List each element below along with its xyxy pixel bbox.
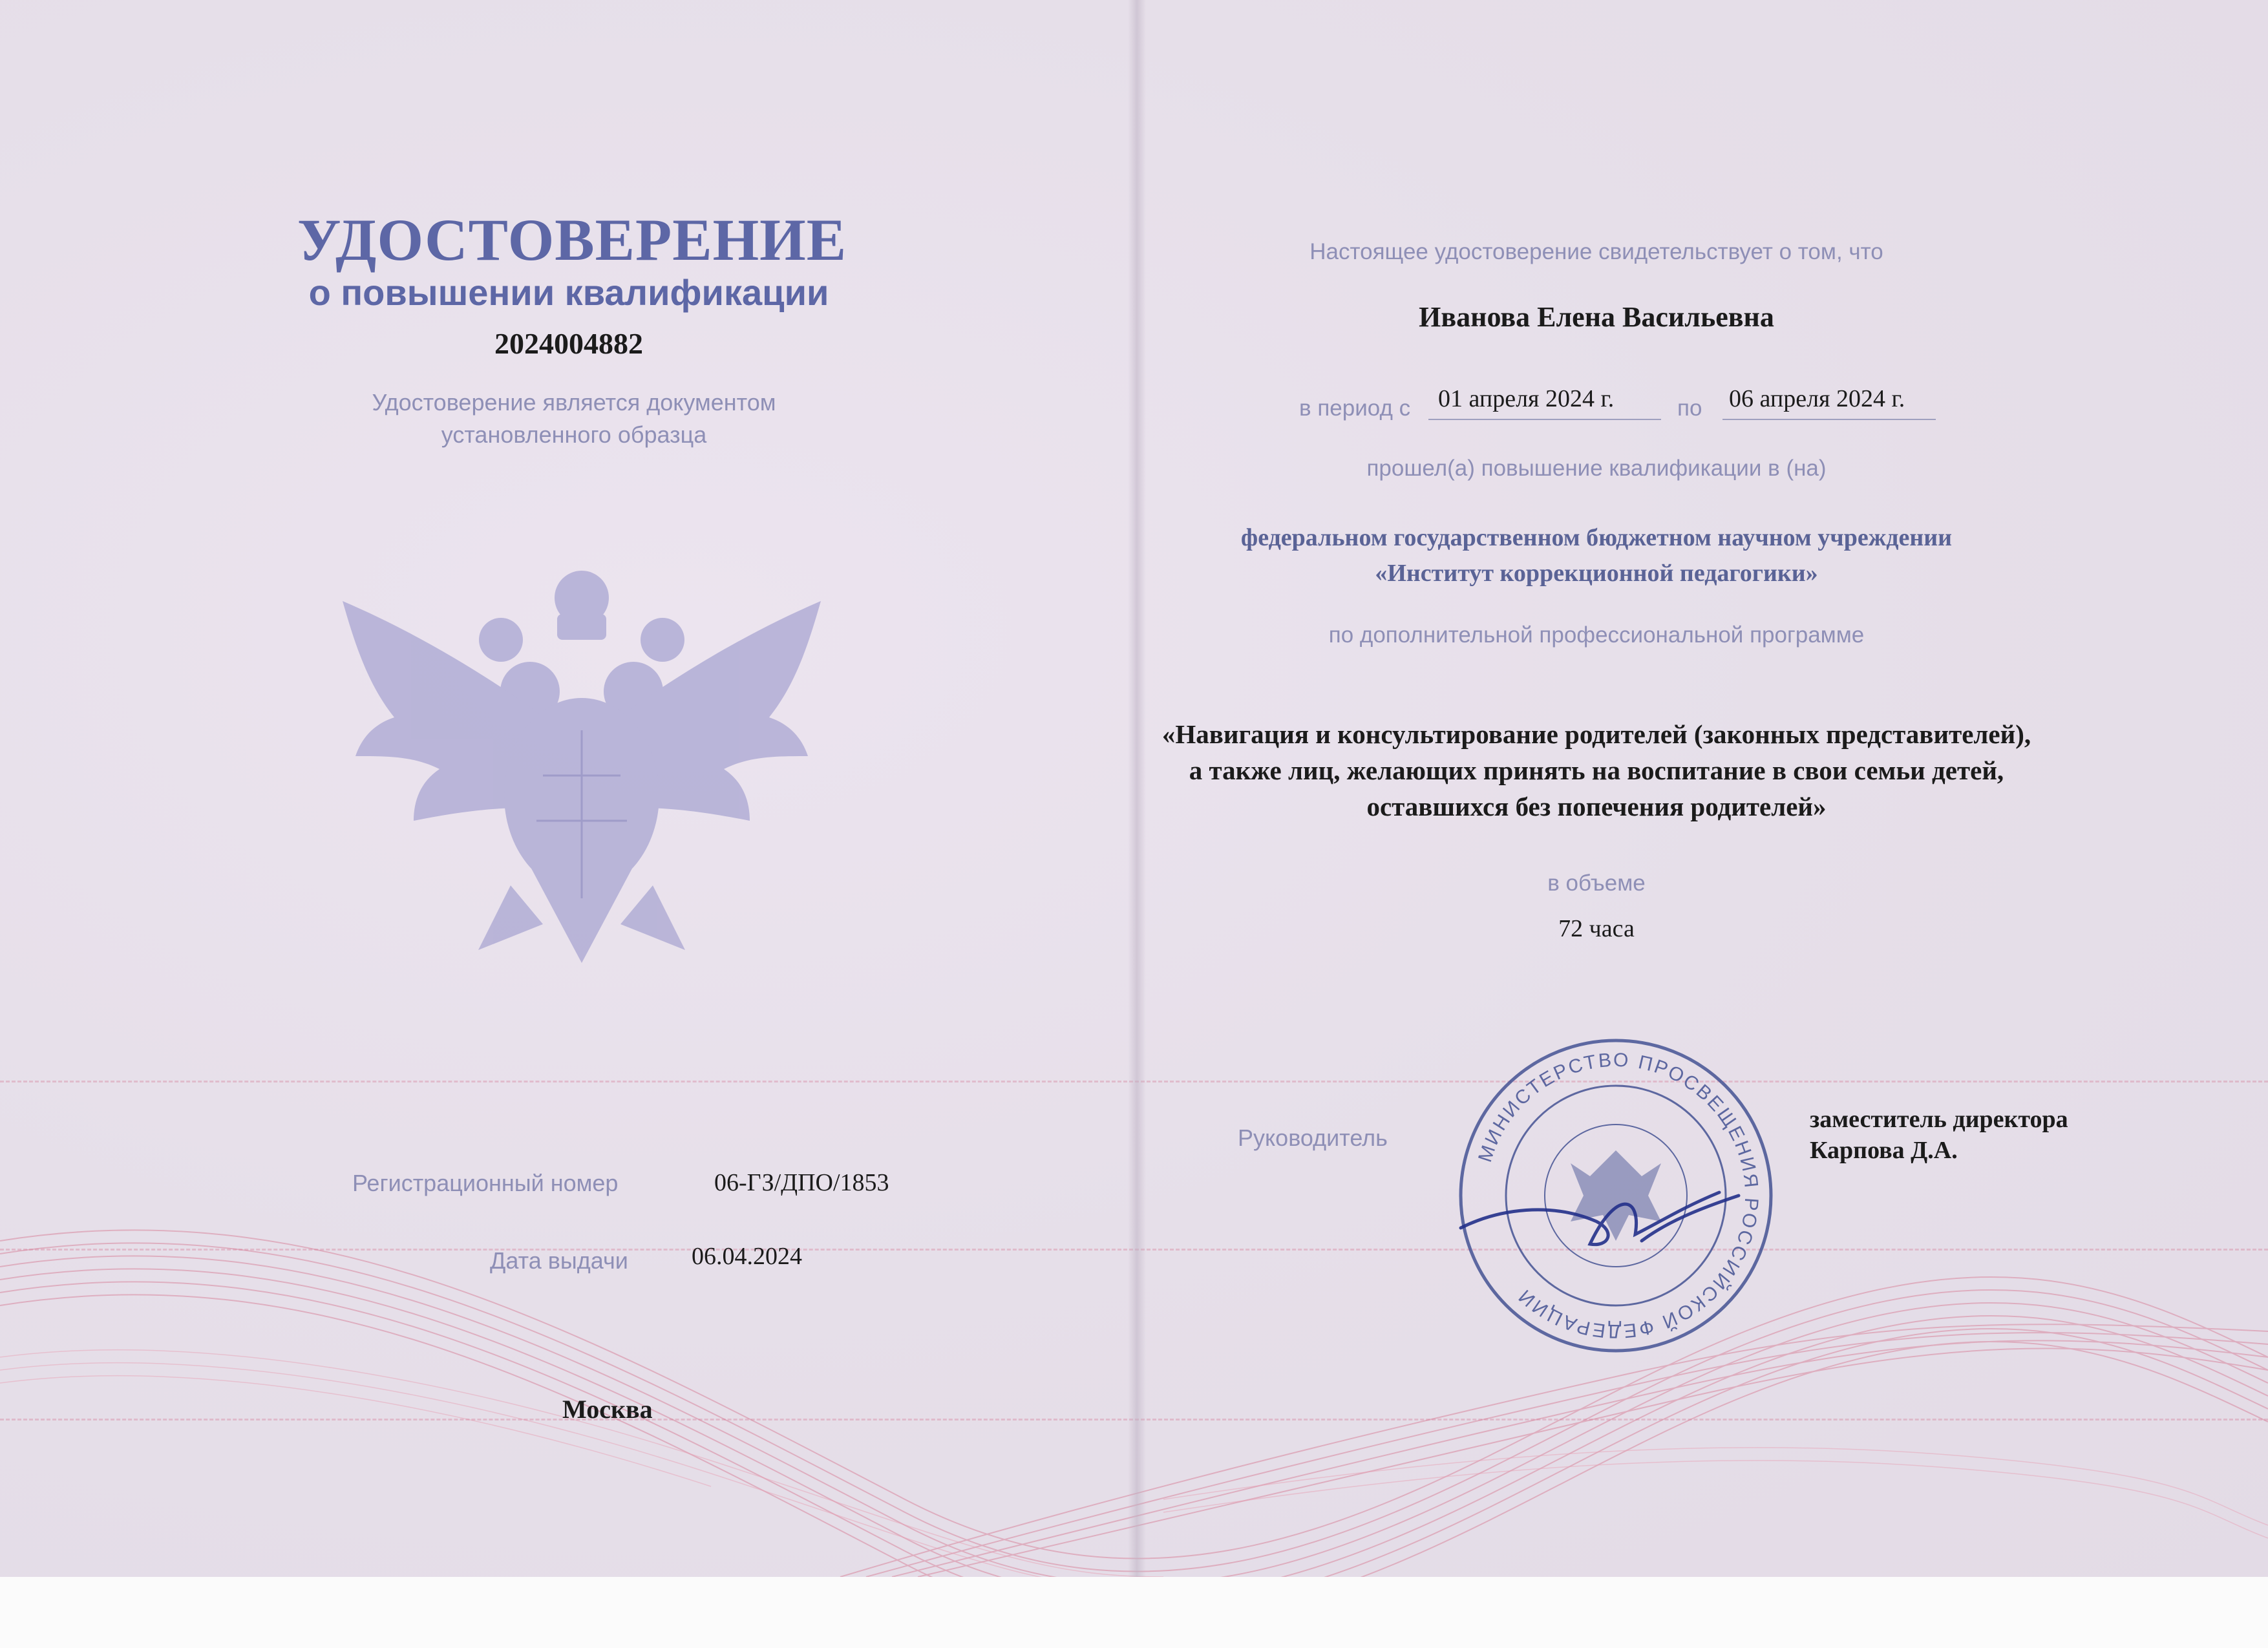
hours: 72 часа [1558,915,1635,942]
document-note-line2: установленного образца [441,421,707,448]
passed-text: прошел(а) повышение квалификации в (на) [1366,456,1827,481]
seal-text: МИНИСТЕРСТВО ПРОСВЕЩЕНИЯ РОССИЙСКОЙ ФЕДЕРАЦИИ [1474,1049,1763,1342]
signatory-position: заместитель директора [1810,1106,2068,1133]
volume-label: в объеме [1547,871,1646,896]
program-title [1162,716,2031,825]
certificate-subtitle: о повышении квалификации [308,272,829,313]
registration-number: 06-ГЗ/ДПО/1853 [714,1169,889,1196]
institution-line-1: федеральном государственном бюджетном научном учреждении [1240,524,1953,551]
document-note-line1: Удостоверение является документом [372,389,776,416]
underline [1722,419,1936,420]
period-label: в период с [1299,396,1411,421]
document-note [372,386,776,451]
round-seal-stamp [1448,1028,1784,1364]
program-line-3: оставшихся без попечения родителей» [1366,792,1827,821]
person-name: Иванова Елена Васильевна [1419,301,1774,333]
period-from: 01 апреля 2024 г. [1438,385,1615,412]
program-line-2: а также лиц, желающих принять на воспитание в свои семьи детей, [1189,755,2004,785]
issue-date-label: Дата выдачи [490,1247,628,1274]
city: Москва [562,1395,653,1424]
registration-label: Регистрационный номер [352,1170,619,1196]
program-line-1: «Навигация и консультирование родителей (законных представителей), [1161,719,2031,749]
program-label: по дополнительной профессиональной программе [1328,622,1865,648]
certificate-number: 2024004882 [494,327,643,360]
underline [1428,419,1661,420]
intro-text: Настоящее удостоверение свидетельствует о том, что [1309,239,1883,264]
institution-line-2: «Институт коррекционной педагогики» [1375,560,1818,587]
issue-date: 06.04.2024 [692,1243,802,1270]
scan-margin [0,1577,2268,1648]
certificate-title: УДОСТОВЕРЕНИЕ [297,207,847,273]
double-headed-eagle-emblem [317,562,847,995]
period-to: 06 апреля 2024 г. [1729,385,1905,412]
head-label: Руководитель [1238,1125,1388,1151]
page-fold [1128,0,1146,1577]
period-to-label: по [1677,396,1702,421]
signatory-name: Карпова Д.А. [1810,1137,1958,1164]
